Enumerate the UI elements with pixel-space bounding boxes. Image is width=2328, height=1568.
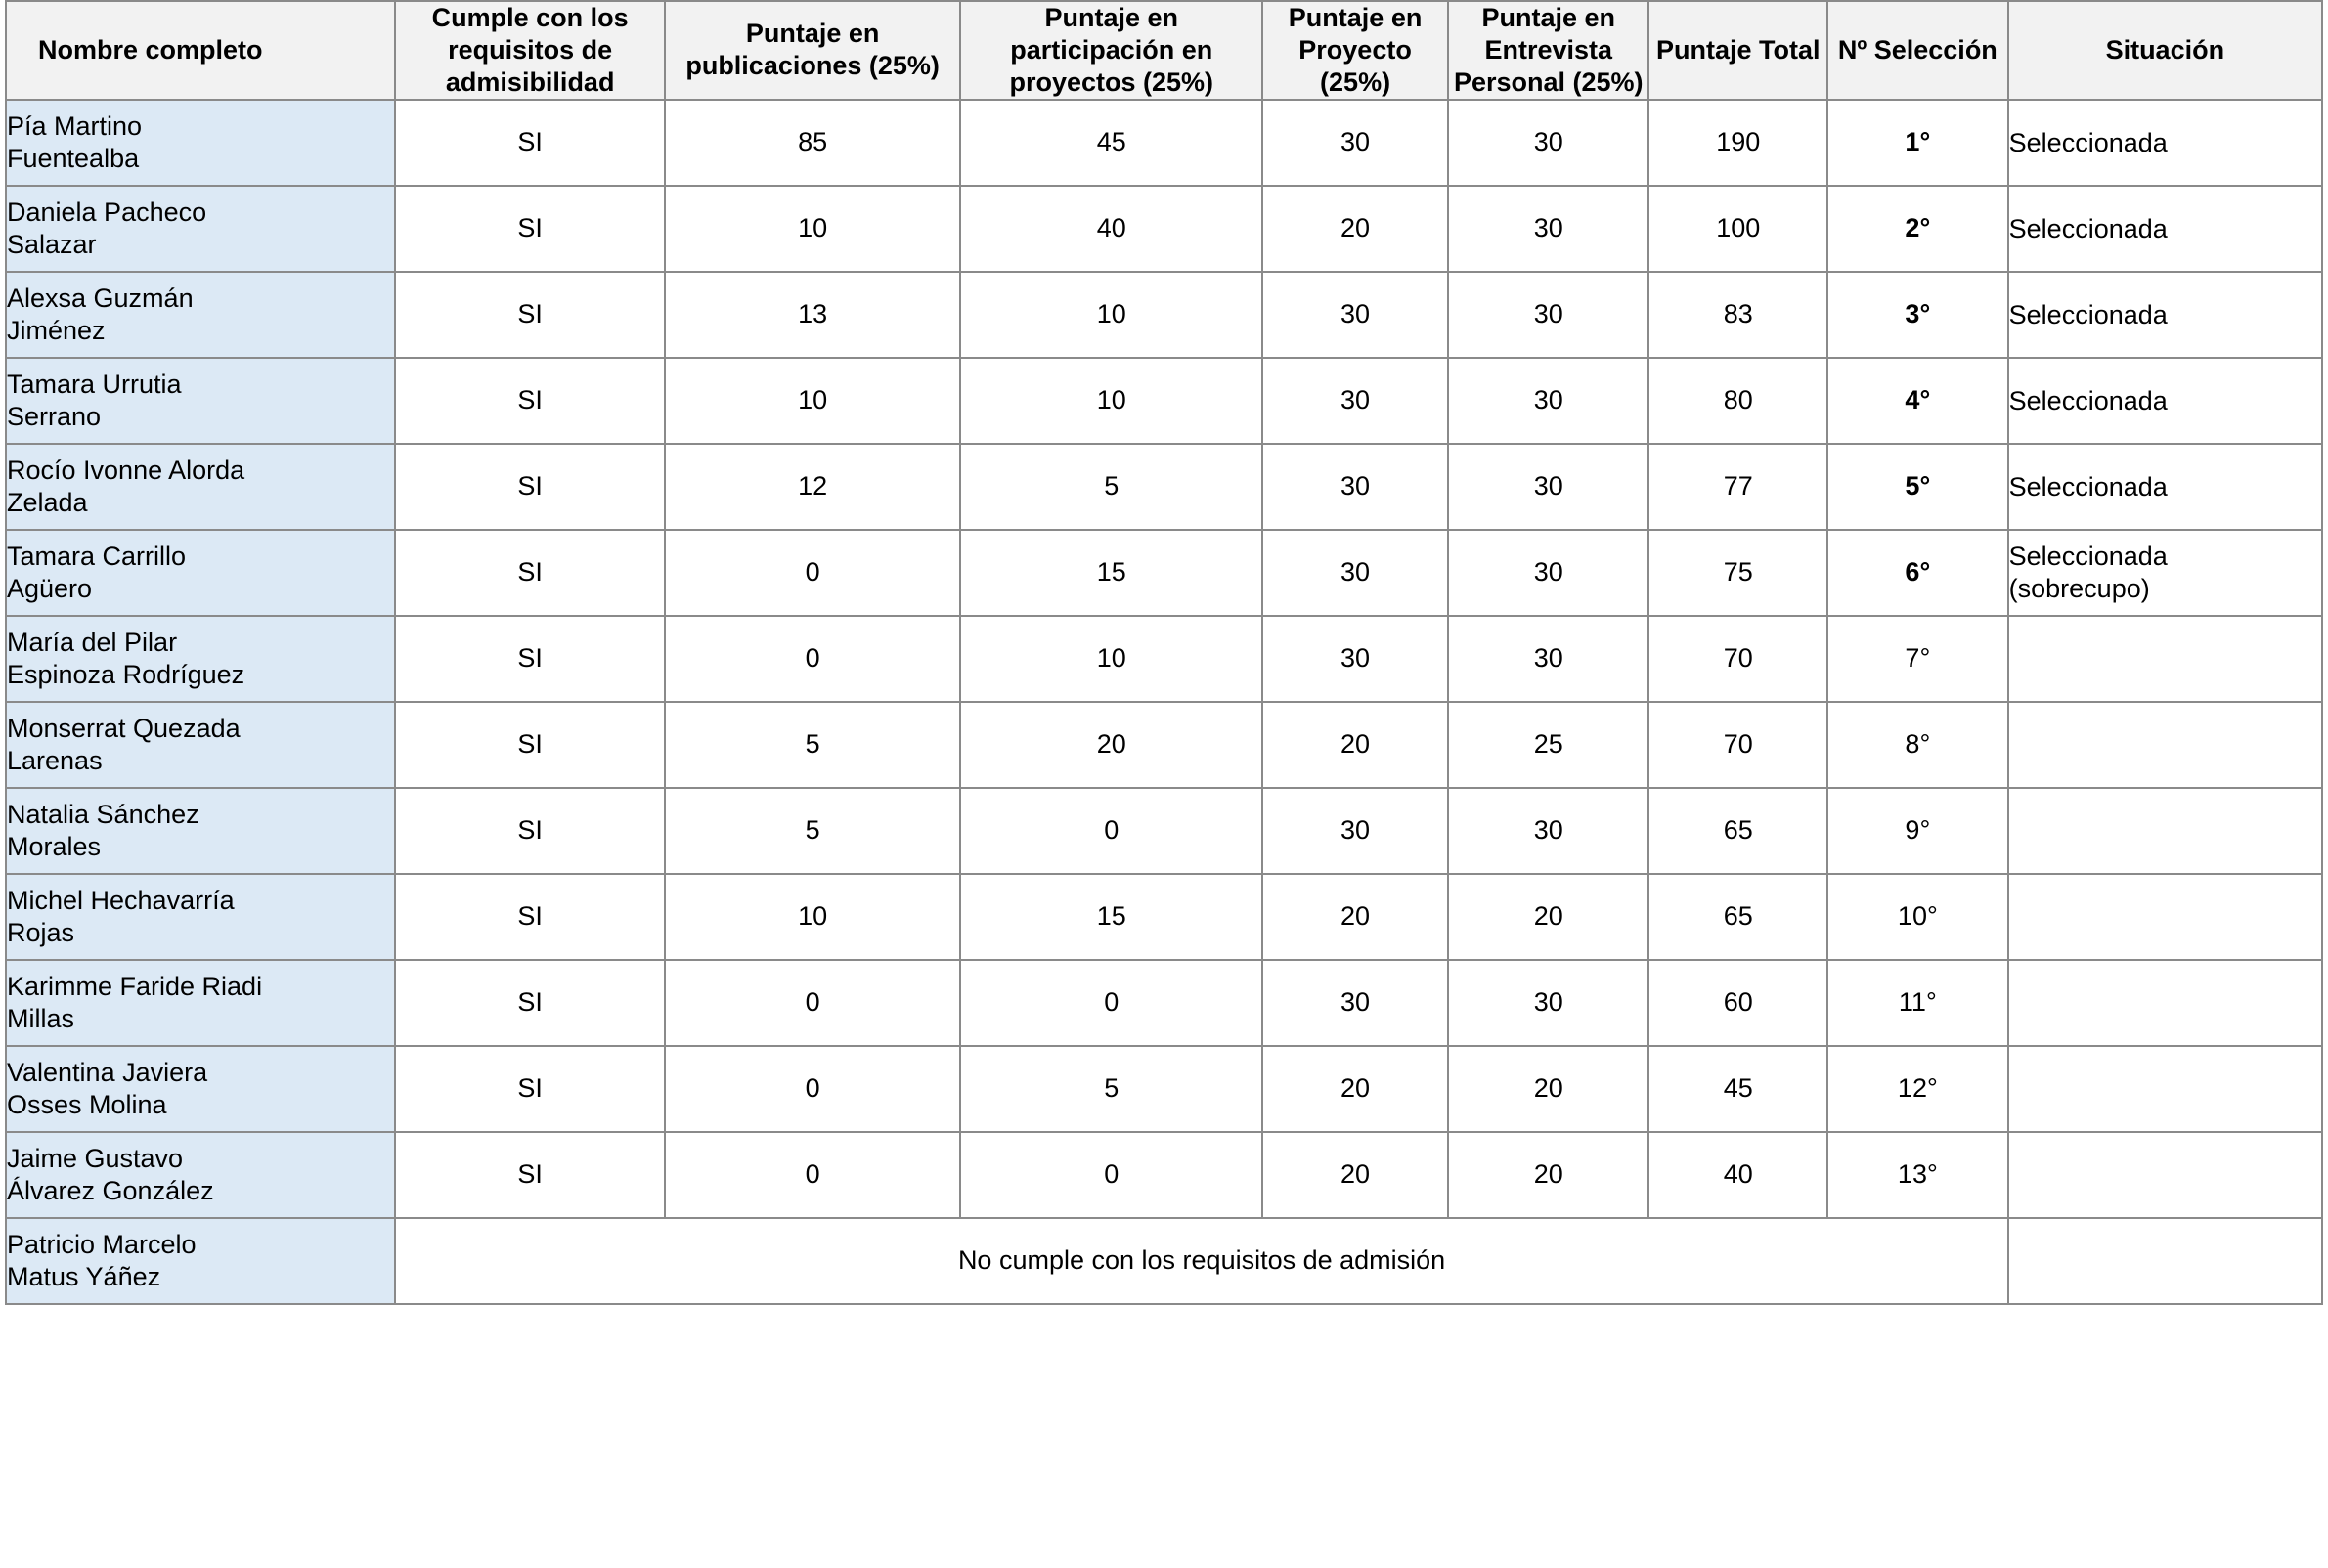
table-row xyxy=(6,530,2322,616)
column-header-proyecto: Puntaje en Proyecto (25%) xyxy=(1262,1,1448,100)
nombre-line-2: Salazar xyxy=(7,229,97,259)
cell-seleccion: 5° xyxy=(1827,444,2008,530)
situacion-line-1: Seleccionada xyxy=(2008,385,2168,415)
nombre-line-2: Osses Molina xyxy=(7,1089,167,1119)
cell-total: 83 xyxy=(1648,272,1827,358)
cell-total: 70 xyxy=(1648,616,1827,702)
table-row xyxy=(6,186,2322,272)
cell-situacion xyxy=(2008,1046,2322,1132)
cell-publicaciones: 0 xyxy=(665,530,961,616)
table-row-inadmissible xyxy=(6,1218,2322,1304)
nombre-line-2: Jiménez xyxy=(7,315,106,345)
cell-entrevista: 30 xyxy=(1448,186,1649,272)
cell-total: 190 xyxy=(1648,100,1827,186)
cell-proyecto: 20 xyxy=(1262,874,1448,960)
nombre-line-2: Millas xyxy=(7,1003,75,1033)
cell-admisibilidad: SI xyxy=(395,960,664,1046)
nombre-line-2: Larenas xyxy=(7,745,103,775)
situacion-line-2: (sobrecupo) xyxy=(2008,573,2150,603)
cell-participacion: 0 xyxy=(960,960,1262,1046)
cell-admisibilidad: SI xyxy=(395,100,664,186)
nombre-line-2: Rojas xyxy=(7,917,75,947)
cell-admisibilidad: SI xyxy=(395,788,664,874)
cell-entrevista: 25 xyxy=(1448,702,1649,788)
cell-participacion: 0 xyxy=(960,788,1262,874)
cell-nombre xyxy=(6,616,395,702)
cell-proyecto: 30 xyxy=(1262,444,1448,530)
nombre-line-1: Jaime Gustavo xyxy=(7,1144,184,1174)
cell-seleccion: 9° xyxy=(1827,788,2008,874)
cell-seleccion: 2° xyxy=(1827,186,2008,272)
situacion-line-1: Seleccionada xyxy=(2008,213,2168,243)
cell-seleccion: 3° xyxy=(1827,272,2008,358)
cell-proyecto: 20 xyxy=(1262,1132,1448,1218)
table-header-row xyxy=(6,1,2322,100)
nombre-line-2: Zelada xyxy=(7,487,88,517)
cell-admisibilidad: SI xyxy=(395,1132,664,1218)
cell-participacion: 10 xyxy=(960,616,1262,702)
cell-situacion xyxy=(2008,1218,2322,1304)
cell-seleccion: 13° xyxy=(1827,1132,2008,1218)
table-row xyxy=(6,272,2322,358)
nombre-line-1: Daniela Pacheco xyxy=(7,197,207,228)
situacion-line-1: Seleccionada xyxy=(2008,299,2168,329)
cell-situacion xyxy=(2008,358,2322,444)
nombre-line-1: Rocío Ivonne Alorda xyxy=(7,456,245,486)
cell-total: 80 xyxy=(1648,358,1827,444)
cell-proyecto: 30 xyxy=(1262,960,1448,1046)
cell-admisibilidad: SI xyxy=(395,272,664,358)
cell-entrevista: 30 xyxy=(1448,358,1649,444)
table-row xyxy=(6,702,2322,788)
cell-seleccion: 8° xyxy=(1827,702,2008,788)
cell-participacion: 0 xyxy=(960,1132,1262,1218)
cell-seleccion: 11° xyxy=(1827,960,2008,1046)
cell-seleccion: 1° xyxy=(1827,100,2008,186)
situacion-line-1: Seleccionada xyxy=(2008,127,2168,157)
nombre-line-2: Fuentealba xyxy=(7,143,140,173)
cell-admisibilidad: SI xyxy=(395,444,664,530)
cell-proyecto: 20 xyxy=(1262,186,1448,272)
cell-publicaciones: 0 xyxy=(665,616,961,702)
cell-publicaciones: 13 xyxy=(665,272,961,358)
cell-entrevista: 30 xyxy=(1448,444,1649,530)
cell-participacion: 15 xyxy=(960,874,1262,960)
cell-proyecto: 30 xyxy=(1262,788,1448,874)
cell-publicaciones: 5 xyxy=(665,788,961,874)
cell-situacion xyxy=(2008,788,2322,874)
cell-admisibilidad: SI xyxy=(395,530,664,616)
cell-publicaciones: 10 xyxy=(665,186,961,272)
nombre-line-1: Michel Hechavarría xyxy=(7,886,235,916)
cell-participacion: 20 xyxy=(960,702,1262,788)
nombre-line-1: Tamara Carrillo xyxy=(7,542,187,572)
cell-situacion xyxy=(2008,874,2322,960)
cell-admisibilidad: SI xyxy=(395,186,664,272)
cell-entrevista: 20 xyxy=(1448,874,1649,960)
cell-total: 100 xyxy=(1648,186,1827,272)
cell-entrevista: 30 xyxy=(1448,960,1649,1046)
cell-proyecto: 30 xyxy=(1262,100,1448,186)
table-header xyxy=(6,1,2322,100)
nombre-line-2: Álvarez González xyxy=(7,1175,214,1205)
cell-total: 60 xyxy=(1648,960,1827,1046)
cell-total: 45 xyxy=(1648,1046,1827,1132)
column-header-seleccion: Nº Selección xyxy=(1827,1,2008,100)
cell-situacion xyxy=(2008,960,2322,1046)
cell-situacion xyxy=(2008,616,2322,702)
column-header-admisibilidad: Cumple con los requisitos de admisibilidad xyxy=(395,1,664,100)
nombre-line-1: Tamara Urrutia xyxy=(7,370,182,400)
cell-total: 65 xyxy=(1648,788,1827,874)
table-row xyxy=(6,100,2322,186)
cell-participacion: 15 xyxy=(960,530,1262,616)
cell-nombre xyxy=(6,702,395,788)
column-header-entrevista: Puntaje en Entrevista Personal (25%) xyxy=(1448,1,1649,100)
cell-nombre xyxy=(6,186,395,272)
column-header-participacion: Puntaje en participación en proyectos (25%) xyxy=(960,1,1262,100)
cell-nombre xyxy=(6,1218,395,1304)
nombre-line-1: Natalia Sánchez xyxy=(7,800,199,830)
cell-nombre xyxy=(6,530,395,616)
cell-nombre xyxy=(6,100,395,186)
table-row xyxy=(6,788,2322,874)
cell-seleccion: 10° xyxy=(1827,874,2008,960)
cell-situacion xyxy=(2008,444,2322,530)
cell-admisibilidad: SI xyxy=(395,616,664,702)
nombre-line-1: Valentina Javiera xyxy=(7,1058,208,1088)
cell-participacion: 5 xyxy=(960,1046,1262,1132)
cell-participacion: 5 xyxy=(960,444,1262,530)
cell-nombre xyxy=(6,358,395,444)
cell-seleccion: 6° xyxy=(1827,530,2008,616)
nombre-line-2: Serrano xyxy=(7,401,102,431)
nombre-line-2: Agüero xyxy=(7,573,93,603)
selection-results-table xyxy=(5,0,2323,1305)
cell-seleccion: 7° xyxy=(1827,616,2008,702)
table-row xyxy=(6,358,2322,444)
column-header-publicaciones: Puntaje en publicaciones (25%) xyxy=(665,1,961,100)
cell-participacion: 45 xyxy=(960,100,1262,186)
cell-entrevista: 20 xyxy=(1448,1046,1649,1132)
nombre-line-1: María del Pilar xyxy=(7,628,178,658)
cell-publicaciones: 0 xyxy=(665,960,961,1046)
cell-publicaciones: 10 xyxy=(665,358,961,444)
cell-total: 65 xyxy=(1648,874,1827,960)
cell-total: 40 xyxy=(1648,1132,1827,1218)
cell-entrevista: 30 xyxy=(1448,616,1649,702)
cell-proyecto: 30 xyxy=(1262,272,1448,358)
cell-situacion xyxy=(2008,186,2322,272)
situacion-line-1: Seleccionada xyxy=(2008,542,2168,572)
table-row xyxy=(6,1132,2322,1218)
nombre-line-1: Karimme Faride Riadi xyxy=(7,972,263,1002)
cell-publicaciones: 12 xyxy=(665,444,961,530)
cell-admisibilidad: SI xyxy=(395,358,664,444)
cell-publicaciones: 10 xyxy=(665,874,961,960)
cell-nombre xyxy=(6,444,395,530)
nombre-line-1: Monserrat Quezada xyxy=(7,714,241,744)
column-header-nombre: Nombre completo xyxy=(6,1,395,100)
cell-participacion: 40 xyxy=(960,186,1262,272)
cell-entrevista: 20 xyxy=(1448,1132,1649,1218)
cell-proyecto: 30 xyxy=(1262,530,1448,616)
cell-seleccion: 12° xyxy=(1827,1046,2008,1132)
cell-admisibilidad: SI xyxy=(395,702,664,788)
table-row xyxy=(6,1046,2322,1132)
cell-publicaciones: 0 xyxy=(665,1046,961,1132)
cell-proyecto: 30 xyxy=(1262,358,1448,444)
cell-nombre xyxy=(6,874,395,960)
cell-total: 75 xyxy=(1648,530,1827,616)
cell-proyecto: 20 xyxy=(1262,702,1448,788)
cell-participacion: 10 xyxy=(960,358,1262,444)
situacion-line-1: Seleccionada xyxy=(2008,471,2168,501)
cell-nombre xyxy=(6,1046,395,1132)
cell-entrevista: 30 xyxy=(1448,100,1649,186)
cell-admisibilidad: SI xyxy=(395,1046,664,1132)
cell-situacion xyxy=(2008,530,2322,616)
cell-situacion xyxy=(2008,702,2322,788)
cell-admisibilidad: SI xyxy=(395,874,664,960)
cell-total: 70 xyxy=(1648,702,1827,788)
nombre-line-2: Matus Yáñez xyxy=(7,1261,161,1291)
cell-proyecto: 20 xyxy=(1262,1046,1448,1132)
cell-inadmissible-note: No cumple con los requisitos de admisión xyxy=(395,1218,2007,1304)
table-row xyxy=(6,960,2322,1046)
cell-publicaciones: 0 xyxy=(665,1132,961,1218)
table-body xyxy=(6,100,2322,1304)
cell-situacion xyxy=(2008,100,2322,186)
cell-participacion: 10 xyxy=(960,272,1262,358)
cell-nombre xyxy=(6,960,395,1046)
cell-situacion xyxy=(2008,272,2322,358)
cell-entrevista: 30 xyxy=(1448,788,1649,874)
cell-seleccion: 4° xyxy=(1827,358,2008,444)
nombre-line-1: Pía Martino xyxy=(7,111,143,142)
cell-situacion xyxy=(2008,1132,2322,1218)
column-header-total: Puntaje Total xyxy=(1648,1,1827,100)
cell-publicaciones: 5 xyxy=(665,702,961,788)
cell-nombre xyxy=(6,272,395,358)
nombre-line-2: Morales xyxy=(7,831,102,861)
cell-nombre xyxy=(6,788,395,874)
cell-total: 77 xyxy=(1648,444,1827,530)
cell-entrevista: 30 xyxy=(1448,530,1649,616)
cell-proyecto: 30 xyxy=(1262,616,1448,702)
column-header-situacion: Situación xyxy=(2008,1,2322,100)
cell-entrevista: 30 xyxy=(1448,272,1649,358)
nombre-line-2: Espinoza Rodríguez xyxy=(7,659,245,689)
nombre-line-1: Alexsa Guzmán xyxy=(7,283,194,314)
cell-publicaciones: 85 xyxy=(665,100,961,186)
nombre-line-1: Patricio Marcelo xyxy=(7,1230,197,1260)
table-row xyxy=(6,874,2322,960)
cell-nombre xyxy=(6,1132,395,1218)
table-row xyxy=(6,444,2322,530)
table-row xyxy=(6,616,2322,702)
